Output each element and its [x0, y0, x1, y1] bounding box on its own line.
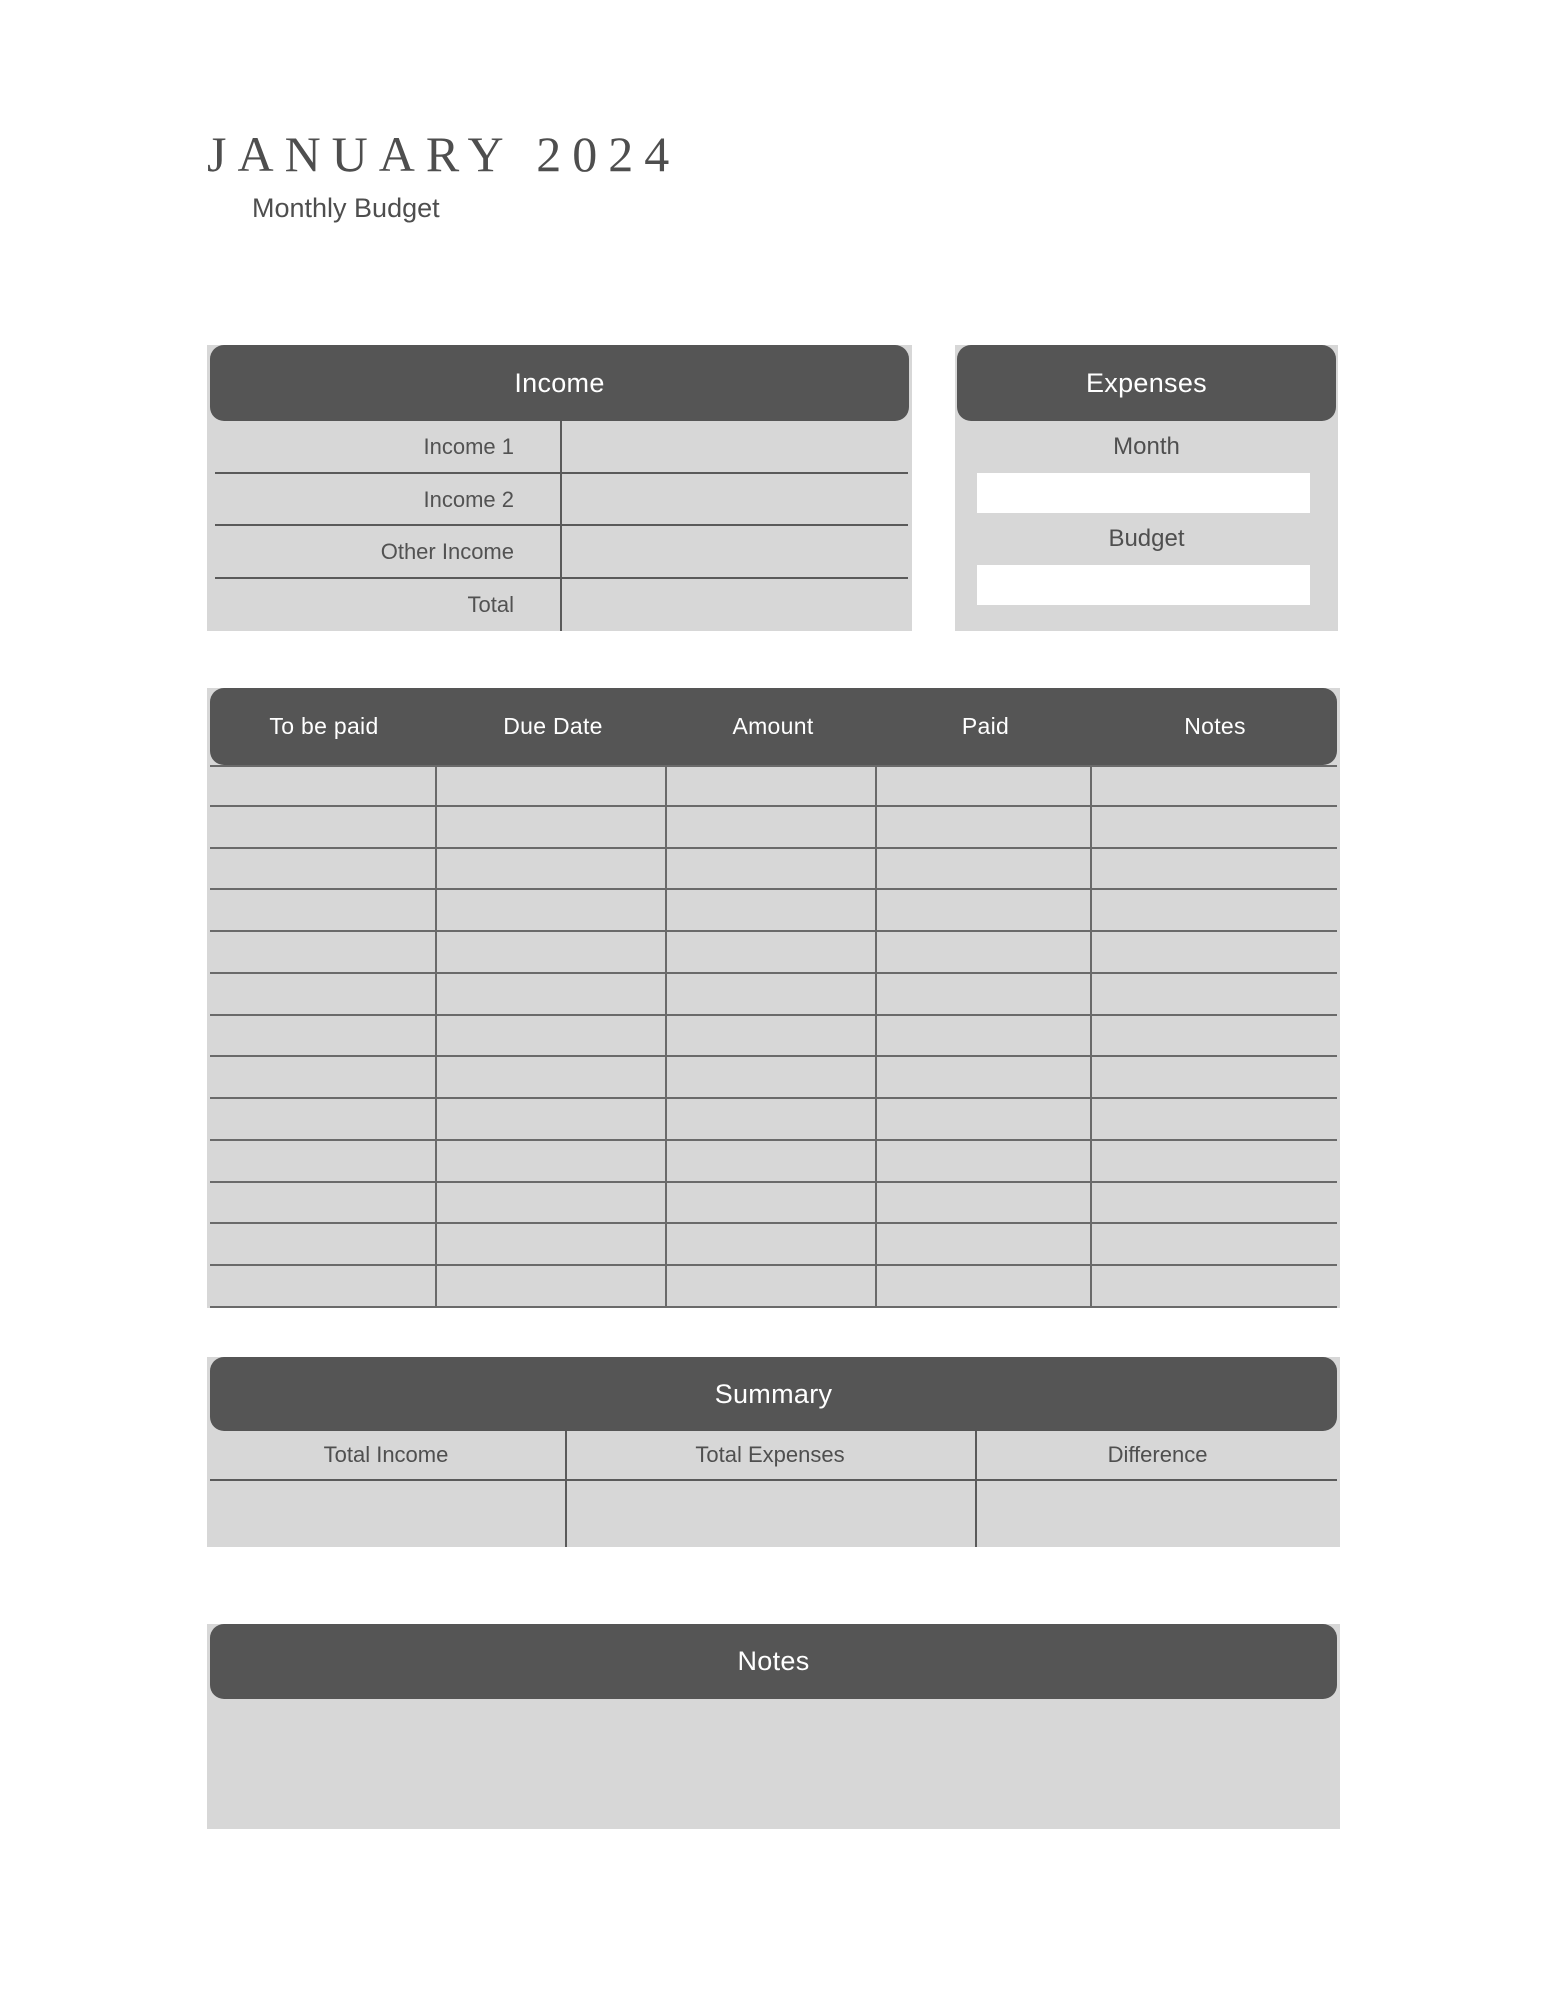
summary-column-total-expenses — [565, 1431, 975, 1547]
table-row — [207, 1224, 1340, 1266]
column-header-notes: Notes — [1184, 713, 1246, 739]
cell-due-date[interactable] — [435, 1183, 665, 1225]
summary-label-total-expenses: Total Expenses — [695, 1442, 845, 1467]
cell-notes[interactable] — [1090, 1057, 1340, 1099]
summary-panel — [207, 1357, 1340, 1547]
income-row — [207, 526, 912, 579]
expenses-month-input[interactable] — [977, 473, 1310, 513]
income-row-value[interactable] — [560, 421, 912, 474]
table-row — [207, 807, 1340, 849]
cell-notes[interactable] — [1090, 1016, 1340, 1058]
cell-due-date[interactable] — [435, 974, 665, 1016]
summary-value-total-expenses[interactable] — [565, 1479, 975, 1547]
cell-due-date[interactable] — [435, 1057, 665, 1099]
cell-to-be-paid[interactable] — [207, 1183, 435, 1225]
income-row-value[interactable] — [560, 474, 912, 527]
summary-value-total-income[interactable] — [207, 1479, 565, 1547]
cell-to-be-paid[interactable] — [207, 974, 435, 1016]
cell-paid[interactable] — [875, 1224, 1090, 1266]
summary-label-rule — [210, 1479, 1337, 1481]
cell-to-be-paid[interactable] — [207, 765, 435, 807]
summary-column-total-income — [207, 1431, 565, 1547]
cell-paid[interactable] — [875, 1141, 1090, 1183]
cell-notes[interactable] — [1090, 849, 1340, 891]
cell-amount[interactable] — [665, 1266, 875, 1308]
cell-paid[interactable] — [875, 890, 1090, 932]
summary-header-label: Summary — [714, 1378, 833, 1409]
cell-paid[interactable] — [875, 932, 1090, 974]
cell-due-date[interactable] — [435, 890, 665, 932]
cell-to-be-paid[interactable] — [207, 1266, 435, 1308]
cell-amount[interactable] — [665, 1183, 875, 1225]
table-row — [207, 1099, 1340, 1141]
cell-amount[interactable] — [665, 1141, 875, 1183]
cell-to-be-paid[interactable] — [207, 849, 435, 891]
table-row — [207, 765, 1340, 807]
cell-paid[interactable] — [875, 849, 1090, 891]
table-row — [207, 1183, 1340, 1225]
summary-value-difference[interactable] — [975, 1479, 1340, 1547]
income-row-label: Income 2 — [423, 486, 514, 512]
cell-notes[interactable] — [1090, 807, 1340, 849]
income-panel — [207, 345, 912, 631]
income-total-label: Total — [467, 591, 514, 617]
expenses-budget-input[interactable] — [977, 565, 1310, 605]
income-row — [207, 579, 912, 632]
notes-panel — [207, 1624, 1340, 1829]
cell-due-date[interactable] — [435, 807, 665, 849]
summary-column-difference — [975, 1431, 1340, 1547]
expenses-fields — [955, 421, 1338, 605]
cell-due-date[interactable] — [435, 1016, 665, 1058]
summary-body — [207, 1431, 1340, 1547]
income-rows — [207, 421, 912, 631]
cell-notes[interactable] — [1090, 1141, 1340, 1183]
cell-notes[interactable] — [1090, 1224, 1340, 1266]
cell-notes[interactable] — [1090, 765, 1340, 807]
summary-label-total-income: Total Income — [323, 1442, 449, 1467]
expenses-panel — [955, 345, 1338, 631]
cell-notes[interactable] — [1090, 1266, 1340, 1308]
expenses-header-label: Expenses — [1086, 367, 1207, 398]
title-block — [207, 128, 680, 224]
table-row — [207, 1057, 1340, 1099]
cell-paid[interactable] — [875, 1183, 1090, 1225]
column-header-due-date: Due Date — [503, 713, 603, 739]
cell-paid[interactable] — [875, 974, 1090, 1016]
bills-table-top-rule — [210, 765, 1337, 767]
income-row-label: Other Income — [380, 539, 514, 565]
cell-due-date[interactable] — [435, 932, 665, 974]
column-header-to-be-paid: To be paid — [269, 713, 379, 739]
table-row — [207, 932, 1340, 974]
summary-label-difference: Difference — [1107, 1442, 1208, 1467]
expenses-header — [957, 345, 1336, 421]
cell-amount[interactable] — [665, 1057, 875, 1099]
income-row — [207, 421, 912, 474]
table-row — [207, 890, 1340, 932]
cell-paid[interactable] — [875, 1016, 1090, 1058]
bills-table-panel — [207, 688, 1340, 1308]
cell-due-date[interactable] — [435, 1266, 665, 1308]
income-row-label: Income 1 — [423, 434, 514, 460]
cell-amount[interactable] — [665, 807, 875, 849]
cell-due-date[interactable] — [435, 1141, 665, 1183]
cell-to-be-paid[interactable] — [207, 807, 435, 849]
cell-amount[interactable] — [665, 974, 875, 1016]
cell-to-be-paid[interactable] — [207, 932, 435, 974]
cell-to-be-paid[interactable] — [207, 890, 435, 932]
table-row — [207, 1141, 1340, 1183]
bills-table-header — [210, 688, 1337, 765]
cell-to-be-paid[interactable] — [207, 1224, 435, 1266]
cell-amount[interactable] — [665, 1016, 875, 1058]
page-subtitle: Monthly Budget — [252, 192, 440, 223]
cell-notes[interactable] — [1090, 932, 1340, 974]
cell-paid[interactable] — [875, 1266, 1090, 1308]
cell-due-date[interactable] — [435, 849, 665, 891]
notes-header — [210, 1624, 1337, 1699]
notes-textarea[interactable] — [207, 1699, 1340, 1829]
summary-header — [210, 1357, 1337, 1431]
cell-to-be-paid[interactable] — [207, 1057, 435, 1099]
bills-table-body — [207, 765, 1340, 1308]
cell-to-be-paid[interactable] — [207, 1141, 435, 1183]
cell-paid[interactable] — [875, 765, 1090, 807]
column-header-paid: Paid — [961, 713, 1010, 739]
table-row — [207, 1016, 1340, 1058]
cell-amount[interactable] — [665, 1099, 875, 1141]
cell-amount[interactable] — [665, 932, 875, 974]
income-header — [210, 345, 909, 421]
cell-notes[interactable] — [1090, 1183, 1340, 1225]
cell-notes[interactable] — [1090, 974, 1340, 1016]
cell-amount[interactable] — [665, 1224, 875, 1266]
cell-due-date[interactable] — [435, 1224, 665, 1266]
income-row — [207, 474, 912, 527]
cell-due-date[interactable] — [435, 765, 665, 807]
table-row — [207, 849, 1340, 891]
column-header-amount: Amount — [732, 713, 814, 739]
cell-to-be-paid[interactable] — [207, 1099, 435, 1141]
table-row — [207, 974, 1340, 1016]
cell-to-be-paid[interactable] — [207, 1016, 435, 1058]
expenses-budget-label: Budget — [1108, 525, 1185, 552]
income-total-value[interactable] — [560, 579, 912, 632]
cell-amount[interactable] — [665, 890, 875, 932]
cell-due-date[interactable] — [435, 1099, 665, 1141]
income-header-label: Income — [514, 367, 605, 398]
cell-amount[interactable] — [665, 765, 875, 807]
income-row-value[interactable] — [560, 526, 912, 579]
page-title: JANUARY 2024 — [207, 126, 681, 182]
cell-paid[interactable] — [875, 1057, 1090, 1099]
cell-paid[interactable] — [875, 807, 1090, 849]
cell-notes[interactable] — [1090, 890, 1340, 932]
notes-header-label: Notes — [737, 1646, 810, 1676]
cell-paid[interactable] — [875, 1099, 1090, 1141]
cell-notes[interactable] — [1090, 1099, 1340, 1141]
expenses-month-label: Month — [1113, 433, 1180, 460]
table-row — [207, 1266, 1340, 1308]
cell-amount[interactable] — [665, 849, 875, 891]
